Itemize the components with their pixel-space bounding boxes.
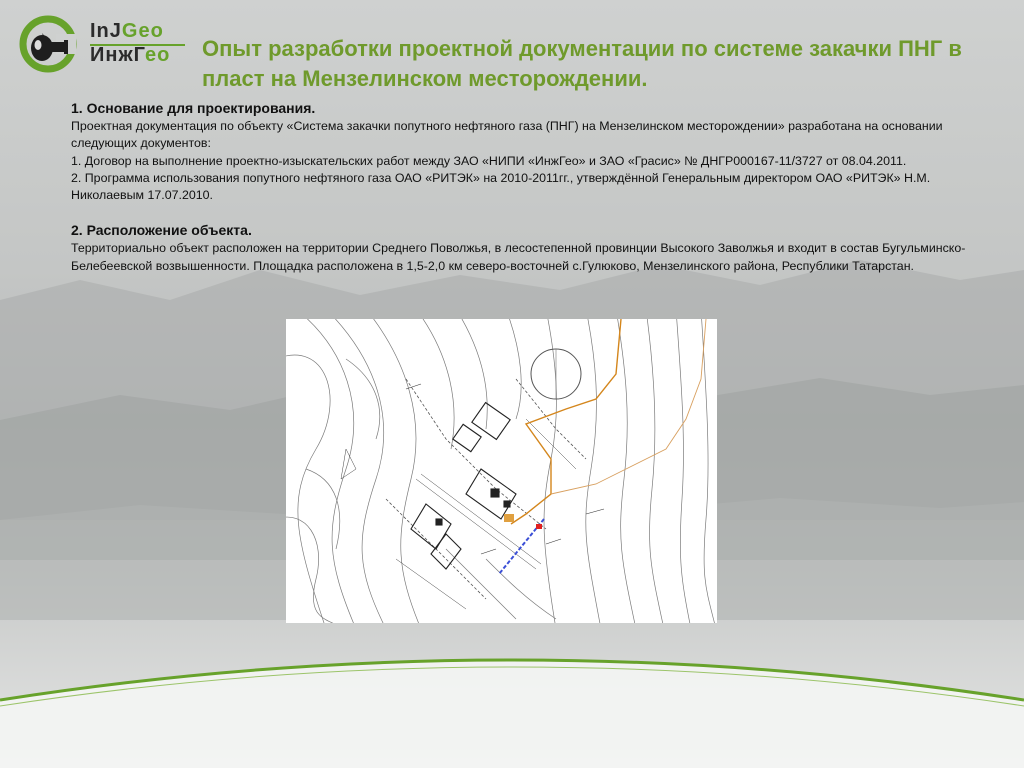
section-1-paragraph: Проектная документация по объекту «Система закачки попутного нефтяного газа (ПНГ) на Мензелинском месторождении» разработана на основании следующих документов: (71, 119, 943, 151)
company-logo (18, 12, 188, 74)
survey-grid (341, 419, 576, 609)
section-2-paragraph: Территориально объект расположен на территории Среднего Поволжья, в лесостепенной провинции Высокого Заволжья и входит в состав Бугульминско-Белебеевской возвышенности. Площадка расположена в 1,5-2,0 км северо-восточней с.Гулюково, Мензелинского района, Республики Татарстан. (71, 241, 966, 273)
site-plan-map (286, 319, 717, 623)
section-1-heading: 1. Основание для проектирования. (71, 100, 316, 116)
red-marker (536, 524, 542, 529)
contour-lines (286, 319, 716, 623)
logo-latin-inj: InJ (90, 20, 122, 42)
section-1-list-item: 2. Программа использования попутного нефтяного газа ОАО «РИТЭК» на 2010-2011гг., утверждённой Генеральным директором ОАО «РИТЭК» Н.М. Николаевым 17.07.2010. (71, 170, 931, 203)
logo-cyr-eo: ео (144, 44, 171, 66)
logo-cyrillic-text (90, 44, 170, 67)
slide-content (71, 99, 971, 275)
annotation-ticks (406, 384, 604, 554)
injgeo-logo-icon (18, 12, 88, 82)
site-plan-drawing (286, 319, 717, 623)
orange-pipeline (511, 319, 621, 524)
section-spacer (71, 204, 971, 221)
section-2-heading: 2. Расположение объекта. (71, 222, 252, 239)
decorative-green-arc (0, 640, 1024, 768)
section-1-list-item: 1. Договор на выполнение проектно-изыскательских работ между ЗАО «НИПИ «ИнжГео» и ЗАО «Грасис» № ДНГР000167-11/3727 от 08.04.2011. (71, 153, 907, 168)
facility-buildings (411, 403, 516, 569)
logo-cyr-inzh: ИнжГ (90, 44, 145, 66)
slide-title: Опыт разработки проектной документации по системе закачки ПНГ в пласт на Мензелинском месторождении. (202, 36, 962, 91)
logo-latin-text (90, 20, 164, 43)
orange-block (504, 514, 514, 522)
logo-latin-geo: Geo (121, 20, 164, 42)
